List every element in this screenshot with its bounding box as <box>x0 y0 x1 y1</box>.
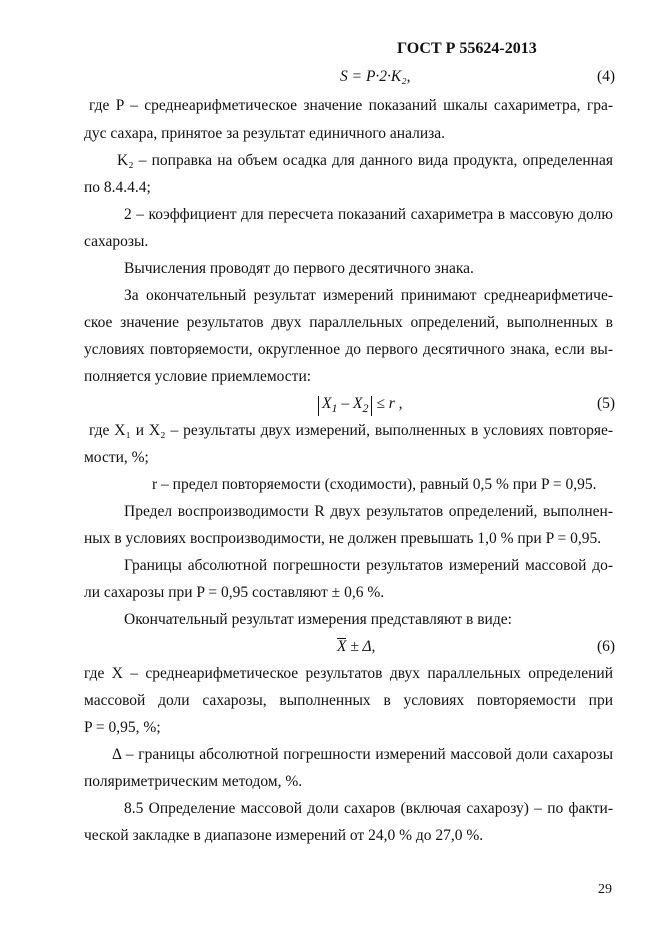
text-line-20: где X – среднеарифметическое результатов двух параллельных определений <box>84 665 613 682</box>
text-line-17: Границы абсолютной погрешности результатов измерений массовой до- <box>124 557 613 574</box>
eq6-rest: ± Δ, <box>346 638 376 655</box>
text-line-4: по 8.4.4.4; <box>84 179 151 196</box>
equation-4: S = P·2·K₂, <box>340 68 411 85</box>
text-line-14: r – предел повторяемости (сходимости), равный 0,5 % при P = 0,95. <box>152 476 597 493</box>
equation-5 <box>318 394 402 416</box>
text-line-19: Окончательный результат измерения представляют в виде: <box>124 611 512 628</box>
text-line-9: ское значение результатов двух параллельных определений, выполненных в <box>84 314 613 331</box>
eq5-minus: – <box>337 395 353 412</box>
text-line-15: Предел воспроизводимости R двух результатов определений, выполнен- <box>124 503 613 520</box>
equation-5-number: (5) <box>597 395 616 412</box>
text-line-23: Δ – границы абсолютной погрешности измерений массовой доли сахарозы <box>112 746 613 763</box>
text-line-11: полняется условие приемлемости: <box>84 368 312 385</box>
eq5-relation: ≤ r , <box>372 395 403 412</box>
text-line-12: где X₁ и X₂ – результаты двух измерений, выполненных в условиях повторяе- <box>89 422 613 439</box>
page-number: 29 <box>598 882 612 897</box>
text-line-22: P = 0,95, %; <box>84 719 161 736</box>
text-line-25: 8.5 Определение массовой доли сахаров (включая сахарозу) – по факти- <box>124 800 613 817</box>
eq5-x2-subscript: 2 <box>362 401 369 416</box>
text-line-3: K₂ – поправка на объем осадка для данного вида продукта, определенная <box>117 152 613 169</box>
text-line-7: Вычисления проводят до первого десятичного знака. <box>124 260 474 277</box>
text-line-26: ческой закладке в диапазоне измерений от 24,0 % до 27,0 %. <box>84 827 484 844</box>
equation-6-number: (6) <box>597 638 616 655</box>
document-header: ГОСТ Р 55624-2013 <box>397 40 537 57</box>
absolute-value-bars <box>318 396 372 416</box>
text-line-6: сахарозы. <box>84 233 149 250</box>
text-line-18: ли сахарозы при P = 0,95 составляют ± 0,6 %. <box>84 584 385 601</box>
text-line-10: условиях повторяемости, округленное до первого десятичного знака, если вы- <box>84 341 613 358</box>
equation-4-number: (4) <box>597 68 616 85</box>
eq5-x1-subscript: 1 <box>331 401 338 416</box>
text-line-1: где P – среднеарифметическое значение показаний шкалы сахариметра, гра- <box>89 97 613 114</box>
eq5-x2: X <box>352 395 363 412</box>
text-line-16: ных в условиях воспроизводимости, не должен превышать 1,0 % при P = 0,95. <box>84 530 602 547</box>
text-line-8: За окончательный результат измерений принимают среднеарифметиче- <box>124 287 613 304</box>
text-line-13: мости, %; <box>84 449 149 466</box>
text-line-21: массовой доли сахарозы, выполненных в условиях повторяемости при <box>84 692 613 709</box>
equation-6 <box>337 637 375 657</box>
text-line-24: поляриметрическим методом, %. <box>84 773 303 790</box>
text-line-2: дус сахара, принятое за результат единичного анализа. <box>84 125 446 142</box>
text-line-5: 2 – коэффициент для пересчета показаний сахариметра в массовую долю <box>124 206 613 223</box>
eq6-x-bar: X <box>337 638 347 655</box>
eq5-x1: X <box>322 395 332 412</box>
